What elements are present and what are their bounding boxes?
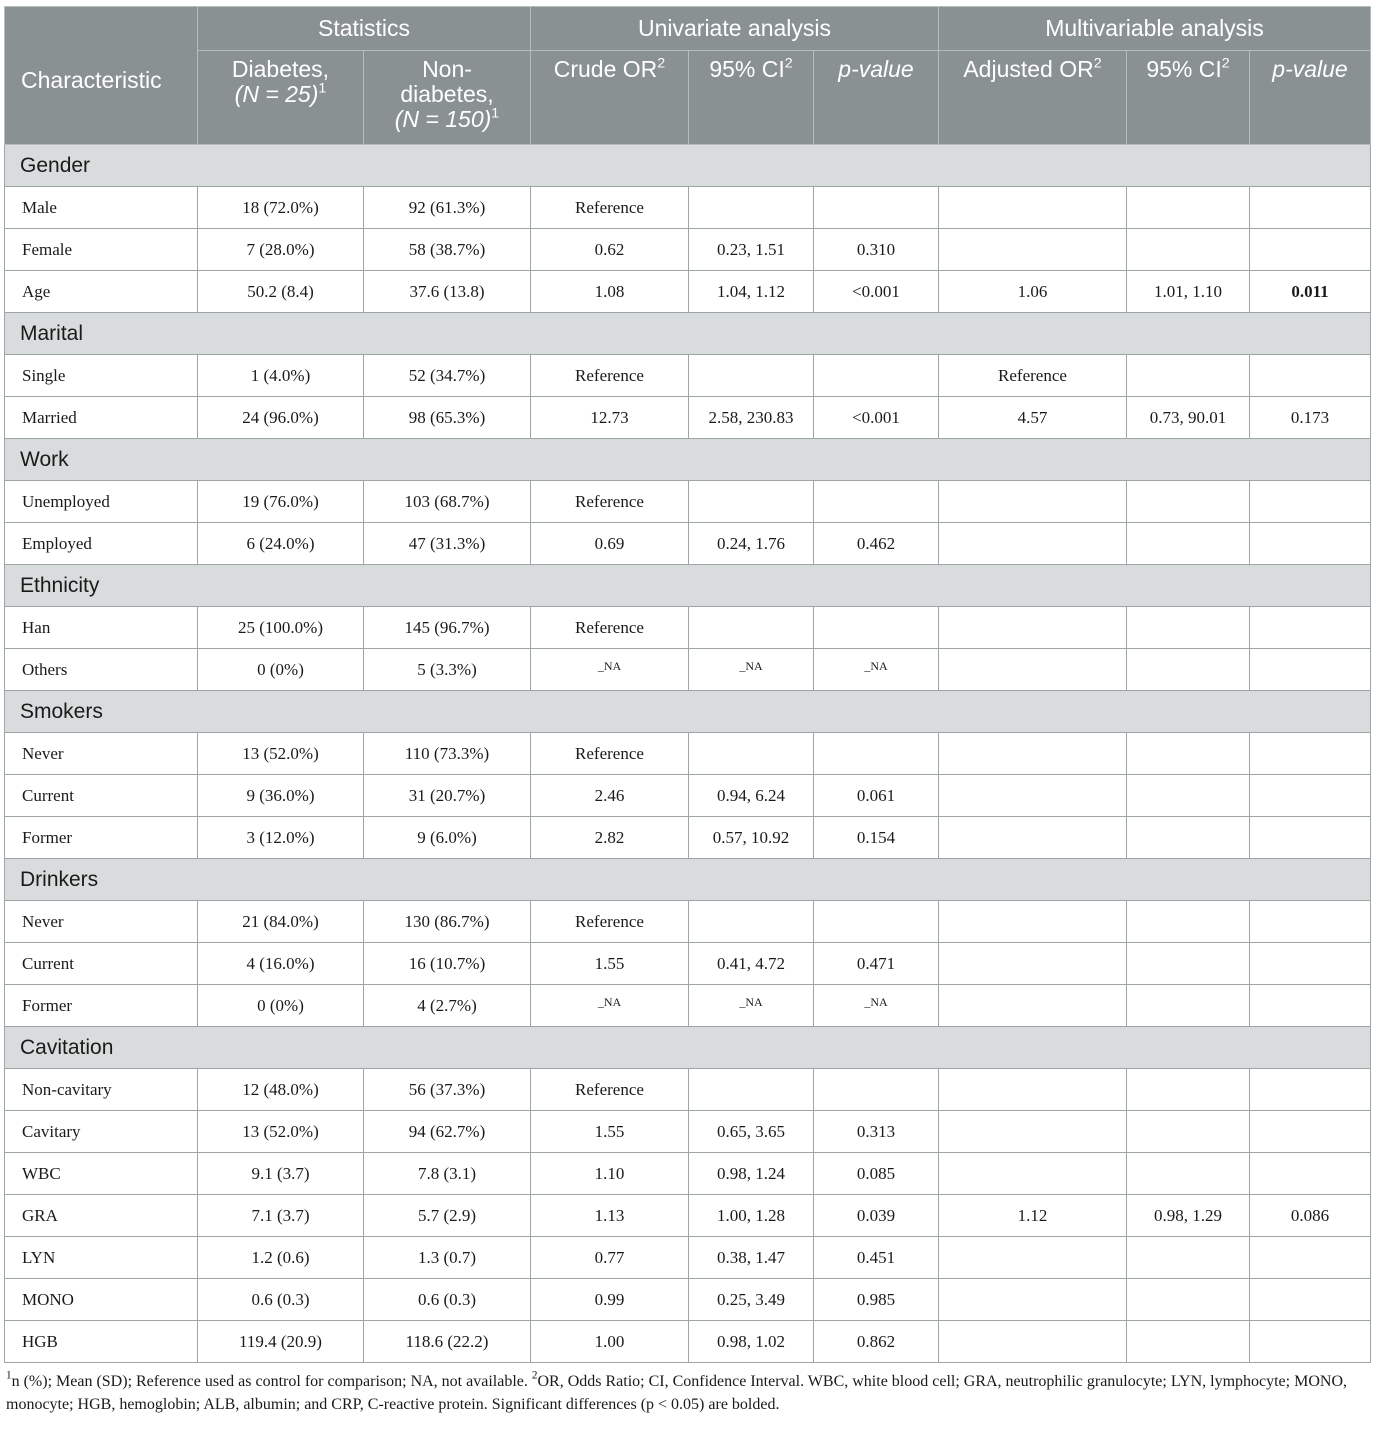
table-cell: _NA <box>814 985 939 1027</box>
table-row <box>5 901 1371 943</box>
table-cell <box>1250 1069 1371 1111</box>
table-cell: 1.00, 1.28 <box>689 1195 814 1237</box>
table-cell <box>1250 733 1371 775</box>
table-cell: 1.2 (0.6) <box>198 1237 364 1279</box>
table-cell <box>1250 817 1371 859</box>
table-cell <box>1127 1279 1250 1321</box>
table-cell <box>939 1279 1127 1321</box>
table-row <box>5 229 1371 271</box>
section-label: Marital <box>5 313 1371 355</box>
row-label: Han <box>5 607 198 649</box>
table-cell <box>1250 649 1371 691</box>
table-cell: 2.82 <box>531 817 689 859</box>
table-cell <box>814 355 939 397</box>
table-row <box>5 1153 1371 1195</box>
table-cell <box>939 229 1127 271</box>
col-header-p-univariate: p-value <box>814 51 939 145</box>
table-cell <box>1250 775 1371 817</box>
col-header-ci-univariate: 95% $CI^2$ <box>689 51 814 145</box>
table-row <box>5 1279 1371 1321</box>
table-row <box>5 649 1371 691</box>
table-cell: Reference <box>531 355 689 397</box>
table-cell: Reference <box>531 1069 689 1111</box>
table-cell: 2.46 <box>531 775 689 817</box>
table-cell <box>939 1069 1127 1111</box>
table-cell: 1.13 <box>531 1195 689 1237</box>
row-label: Current <box>5 775 198 817</box>
table-cell: 16 (10.7%) <box>364 943 531 985</box>
table-cell <box>1127 481 1250 523</box>
table-row <box>5 985 1371 1027</box>
table-cell: 0.061 <box>814 775 939 817</box>
table-cell <box>1250 985 1371 1027</box>
section-row <box>5 859 1371 901</box>
row-label: Single <box>5 355 198 397</box>
table-cell: 7 (28.0%) <box>198 229 364 271</box>
table-cell <box>1127 523 1250 565</box>
table-cell <box>939 985 1127 1027</box>
table-row <box>5 1069 1371 1111</box>
table-cell: 9.1 (3.7) <box>198 1153 364 1195</box>
table-cell <box>1127 1153 1250 1195</box>
table-cell <box>689 481 814 523</box>
table-cell <box>939 649 1127 691</box>
table-cell: 0.451 <box>814 1237 939 1279</box>
table-cell <box>939 733 1127 775</box>
table-cell <box>1127 943 1250 985</box>
table-cell <box>939 481 1127 523</box>
table-cell: 0.011 <box>1250 271 1371 313</box>
section-row <box>5 565 1371 607</box>
table-cell <box>1127 775 1250 817</box>
table-cell <box>1250 187 1371 229</box>
row-label: Cavitary <box>5 1111 198 1153</box>
table-cell: 4 (2.7%) <box>364 985 531 1027</box>
table-cell: 1.06 <box>939 271 1127 313</box>
table-cell: 1.3 (0.7) <box>364 1237 531 1279</box>
table-container <box>4 6 1370 1416</box>
table-cell <box>1250 229 1371 271</box>
table-cell <box>1127 1111 1250 1153</box>
table-row <box>5 607 1371 649</box>
table-cell: 1 (4.0%) <box>198 355 364 397</box>
group-header-univariate: Univariate analysis <box>531 7 939 51</box>
row-label: GRA <box>5 1195 198 1237</box>
table-cell: 0.039 <box>814 1195 939 1237</box>
table-cell: 12 (48.0%) <box>198 1069 364 1111</box>
table-cell: 0.77 <box>531 1237 689 1279</box>
table-cell <box>1127 1321 1250 1363</box>
table-cell <box>1250 1237 1371 1279</box>
table-cell: 31 (20.7%) <box>364 775 531 817</box>
table-cell: 9 (6.0%) <box>364 817 531 859</box>
table-cell: 1.00 <box>531 1321 689 1363</box>
table-cell: 1.10 <box>531 1153 689 1195</box>
table-cell: 7.8 (3.1) <box>364 1153 531 1195</box>
table-cell: 0.173 <box>1250 397 1371 439</box>
table-cell: 0.310 <box>814 229 939 271</box>
table-cell: _NA <box>814 649 939 691</box>
table-cell <box>1250 943 1371 985</box>
table-row <box>5 523 1371 565</box>
table-cell: 37.6 (13.8) <box>364 271 531 313</box>
table-cell: <0.001 <box>814 271 939 313</box>
table-cell: 0.25, 3.49 <box>689 1279 814 1321</box>
table-row <box>5 1321 1371 1363</box>
row-label: Never <box>5 733 198 775</box>
table-cell: 92 (61.3%) <box>364 187 531 229</box>
table-cell: 24 (96.0%) <box>198 397 364 439</box>
row-label: Age <box>5 271 198 313</box>
section-label: Smokers <box>5 691 1371 733</box>
table-cell <box>689 733 814 775</box>
table-cell: 1.04, 1.12 <box>689 271 814 313</box>
section-row <box>5 145 1371 187</box>
table-cell <box>939 1237 1127 1279</box>
row-label: Non-cavitary <box>5 1069 198 1111</box>
table-cell <box>939 1153 1127 1195</box>
table-cell: 0.862 <box>814 1321 939 1363</box>
table-cell: 18 (72.0%) <box>198 187 364 229</box>
section-row <box>5 313 1371 355</box>
table-row <box>5 1111 1371 1153</box>
table-cell <box>939 187 1127 229</box>
table-cell: Reference <box>531 607 689 649</box>
row-label: Former <box>5 817 198 859</box>
table-cell: 0.086 <box>1250 1195 1371 1237</box>
table-cell <box>1127 733 1250 775</box>
table-cell <box>1127 901 1250 943</box>
table-footnote: $^1$n (%); Mean (SD); Reference used as control for comparison; NA, not available. $^2$OR, Odds Ratio; CI, Confidence Interval. WBC, white blood cell; GRA, neutrophilic granulocyte; LYN, lymphocyte; MONO, monocyte; HGB, hemoglobin; ALB, albumin; and CRP, C-reactive protein. Significant differences (p < 0.05) are bolded. <box>6 1369 1347 1413</box>
table-cell <box>814 1069 939 1111</box>
table-cell <box>939 817 1127 859</box>
characteristics-table <box>4 6 1371 1363</box>
table-cell: 0.99 <box>531 1279 689 1321</box>
table-cell: 0.98, 1.29 <box>1127 1195 1250 1237</box>
table-row <box>5 1237 1371 1279</box>
row-label: Employed <box>5 523 198 565</box>
table-cell: 0.462 <box>814 523 939 565</box>
table-cell: _NA <box>689 985 814 1027</box>
table-cell: Reference <box>531 733 689 775</box>
table-cell <box>689 901 814 943</box>
table-cell: 1.55 <box>531 1111 689 1153</box>
table-row <box>5 775 1371 817</box>
group-header-statistics: Statistics <box>198 7 531 51</box>
row-label: Male <box>5 187 198 229</box>
table-cell <box>1250 481 1371 523</box>
section-row <box>5 691 1371 733</box>
table-cell <box>814 607 939 649</box>
row-label: WBC <box>5 1153 198 1195</box>
table-cell <box>939 1321 1127 1363</box>
table-cell: 0 (0%) <box>198 985 364 1027</box>
table-row <box>5 481 1371 523</box>
table-cell: 0.23, 1.51 <box>689 229 814 271</box>
table-cell <box>689 187 814 229</box>
table-cell: 0.085 <box>814 1153 939 1195</box>
col-header-diabetes: Diabetes, (N = 25)$^1$ <box>198 51 364 145</box>
table-cell: <0.001 <box>814 397 939 439</box>
table-cell: 1.01, 1.10 <box>1127 271 1250 313</box>
table-cell <box>1250 901 1371 943</box>
table-cell: 13 (52.0%) <box>198 733 364 775</box>
section-label: Drinkers <box>5 859 1371 901</box>
table-cell: 9 (36.0%) <box>198 775 364 817</box>
row-label: Unemployed <box>5 481 198 523</box>
table-row <box>5 187 1371 229</box>
table-cell: Reference <box>939 355 1127 397</box>
table-cell: 56 (37.3%) <box>364 1069 531 1111</box>
table-cell: 0.471 <box>814 943 939 985</box>
table-cell <box>1250 1321 1371 1363</box>
row-label: HGB <box>5 1321 198 1363</box>
table-cell <box>689 355 814 397</box>
table-row <box>5 817 1371 859</box>
table-cell: 0.6 (0.3) <box>198 1279 364 1321</box>
table-cell <box>1127 355 1250 397</box>
table-row <box>5 1195 1371 1237</box>
col-header-p-multivariable: p-value <box>1250 51 1371 145</box>
table-cell <box>814 901 939 943</box>
table-cell: 110 (73.3%) <box>364 733 531 775</box>
table-cell: 0.98, 1.24 <box>689 1153 814 1195</box>
table-cell: 13 (52.0%) <box>198 1111 364 1153</box>
table-cell: _NA <box>531 985 689 1027</box>
row-label: Married <box>5 397 198 439</box>
table-cell: 0.69 <box>531 523 689 565</box>
col-header-crude-or: Crude $OR^2$ <box>531 51 689 145</box>
table-cell <box>1127 187 1250 229</box>
section-label: Ethnicity <box>5 565 1371 607</box>
section-row <box>5 1027 1371 1069</box>
table-cell: 94 (62.7%) <box>364 1111 531 1153</box>
table-cell: 4.57 <box>939 397 1127 439</box>
table-cell: 98 (65.3%) <box>364 397 531 439</box>
table-cell: 118.6 (22.2) <box>364 1321 531 1363</box>
table-cell <box>1250 1111 1371 1153</box>
col-header-adjusted-or: Adjusted $OR^2$ <box>939 51 1127 145</box>
table-header <box>5 7 1371 145</box>
col-header-nondiabetes: Non- diabetes, (N = 150)$^1$ <box>364 51 531 145</box>
table-cell: 0 (0%) <box>198 649 364 691</box>
table-cell: 50.2 (8.4) <box>198 271 364 313</box>
table-cell <box>1250 1153 1371 1195</box>
table-cell <box>814 481 939 523</box>
row-label: Former <box>5 985 198 1027</box>
table-cell: 4 (16.0%) <box>198 943 364 985</box>
table-cell: 103 (68.7%) <box>364 481 531 523</box>
row-label: LYN <box>5 1237 198 1279</box>
table-cell <box>1127 607 1250 649</box>
table-cell: 0.985 <box>814 1279 939 1321</box>
table-cell: 0.65, 3.65 <box>689 1111 814 1153</box>
section-label: Work <box>5 439 1371 481</box>
table-cell: 2.58, 230.83 <box>689 397 814 439</box>
table-cell <box>939 943 1127 985</box>
table-cell <box>689 607 814 649</box>
table-cell: 0.6 (0.3) <box>364 1279 531 1321</box>
table-cell: 5 (3.3%) <box>364 649 531 691</box>
table-cell: 0.73, 90.01 <box>1127 397 1250 439</box>
table-cell: 5.7 (2.9) <box>364 1195 531 1237</box>
characteristic-header: Characteristic <box>5 7 198 145</box>
table-cell: 0.313 <box>814 1111 939 1153</box>
table-cell <box>1250 1279 1371 1321</box>
table-cell <box>1127 817 1250 859</box>
table-cell: 130 (86.7%) <box>364 901 531 943</box>
table-row <box>5 397 1371 439</box>
table-cell <box>814 187 939 229</box>
table-cell: 7.1 (3.7) <box>198 1195 364 1237</box>
table-cell: 1.55 <box>531 943 689 985</box>
table-cell <box>939 775 1127 817</box>
table-cell <box>939 901 1127 943</box>
section-label: Cavitation <box>5 1027 1371 1069</box>
table-row <box>5 733 1371 775</box>
table-cell <box>1250 607 1371 649</box>
table-cell: 58 (38.7%) <box>364 229 531 271</box>
table-cell: 6 (24.0%) <box>198 523 364 565</box>
table-cell: 19 (76.0%) <box>198 481 364 523</box>
table-cell: 0.62 <box>531 229 689 271</box>
table-row <box>5 943 1371 985</box>
table-row <box>5 355 1371 397</box>
row-label: Current <box>5 943 198 985</box>
table-cell: 119.4 (20.9) <box>198 1321 364 1363</box>
section-label: Gender <box>5 145 1371 187</box>
row-label: MONO <box>5 1279 198 1321</box>
table-cell: Reference <box>531 901 689 943</box>
table-cell: 52 (34.7%) <box>364 355 531 397</box>
row-label: Others <box>5 649 198 691</box>
section-row <box>5 439 1371 481</box>
table-cell <box>939 1111 1127 1153</box>
col-header-ci-multivariable: 95% $CI^2$ <box>1127 51 1250 145</box>
table-body <box>5 145 1371 1363</box>
table-cell <box>1250 523 1371 565</box>
table-cell: Reference <box>531 481 689 523</box>
table-cell: 1.12 <box>939 1195 1127 1237</box>
table-cell: _NA <box>689 649 814 691</box>
table-cell <box>939 607 1127 649</box>
table-row <box>5 271 1371 313</box>
table-cell <box>1127 1237 1250 1279</box>
table-cell: 1.08 <box>531 271 689 313</box>
table-cell: 0.38, 1.47 <box>689 1237 814 1279</box>
table-cell: 0.98, 1.02 <box>689 1321 814 1363</box>
table-cell <box>689 1069 814 1111</box>
table-cell: 12.73 <box>531 397 689 439</box>
row-label: Female <box>5 229 198 271</box>
table-cell: 0.94, 6.24 <box>689 775 814 817</box>
table-cell <box>1127 1069 1250 1111</box>
table-cell: 25 (100.0%) <box>198 607 364 649</box>
table-cell <box>1250 355 1371 397</box>
table-cell: 21 (84.0%) <box>198 901 364 943</box>
table-cell <box>939 523 1127 565</box>
group-header-multivariable: Multivariable analysis <box>939 7 1371 51</box>
table-cell: 0.154 <box>814 817 939 859</box>
row-label: Never <box>5 901 198 943</box>
table-cell: 145 (96.7%) <box>364 607 531 649</box>
table-cell: Reference <box>531 187 689 229</box>
table-cell <box>1127 229 1250 271</box>
table-cell: 47 (31.3%) <box>364 523 531 565</box>
table-cell: _NA <box>531 649 689 691</box>
table-cell <box>1127 649 1250 691</box>
table-cell: 0.57, 10.92 <box>689 817 814 859</box>
table-cell <box>1127 985 1250 1027</box>
table-cell: 0.24, 1.76 <box>689 523 814 565</box>
table-cell: 0.41, 4.72 <box>689 943 814 985</box>
table-cell <box>814 733 939 775</box>
table-cell: 3 (12.0%) <box>198 817 364 859</box>
